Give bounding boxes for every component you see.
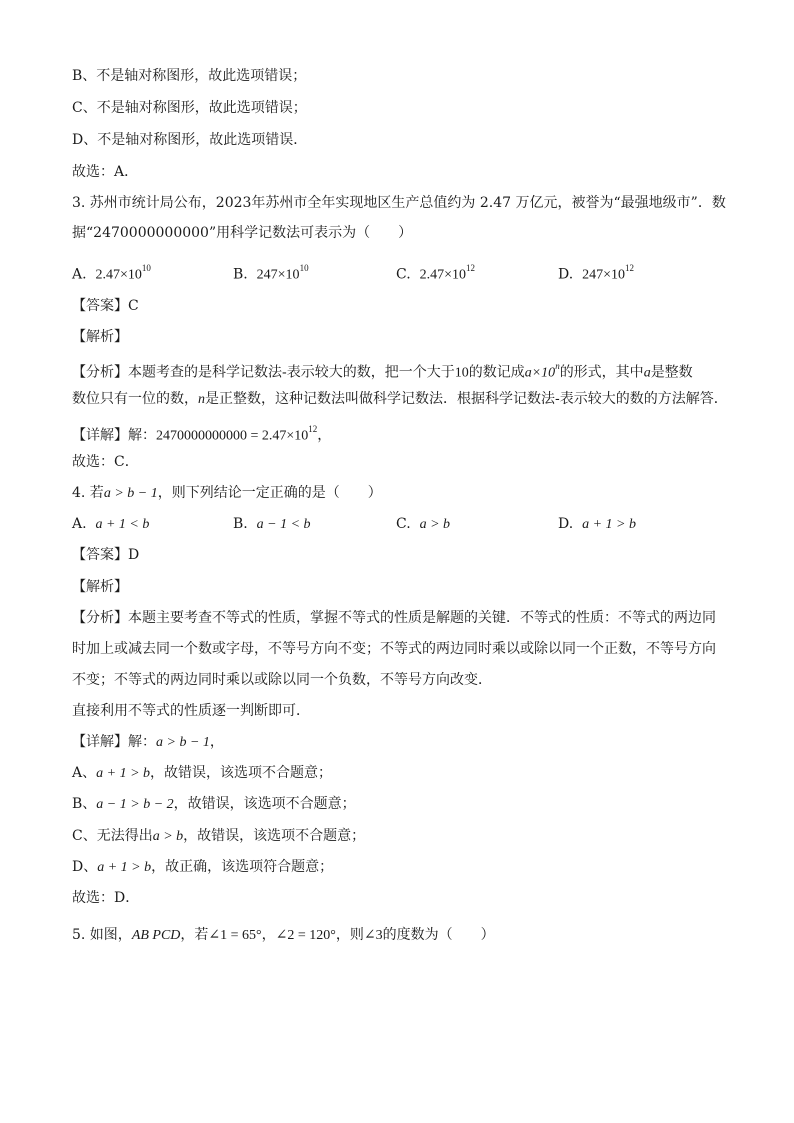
q3-answer: 【答案】C <box>72 298 139 314</box>
question-3-stem-line1: 3. 苏州市统计局公布，2023年苏州市全年实现地区生产总值约为 2.47 万亿元，被誉为“最强地级市”．数 <box>72 195 726 211</box>
q4-analysis-line1: 【分析】本题主要考查不等式的性质，掌握不等式的性质是解题的关键．不等式的性质：不等式的两边同 <box>72 610 716 626</box>
q4-item-c-math: a > b <box>152 829 184 844</box>
q3-detail-label: 【详解】解： <box>72 427 156 444</box>
q4-detail-label: 【详解】解： <box>72 734 156 750</box>
q4-item-a-suffix: ，故错误，该选项不合题意； <box>150 765 333 781</box>
q4-analysis-line3: 不变；不等式的两边同时乘以或除以同一个负数，不等号方向改变． <box>72 672 492 688</box>
q3-option-a-label: A. <box>72 266 87 283</box>
q4-option-a-text: a + 1 < b <box>95 517 150 532</box>
q5-stem-math3: ∠2 = 120° <box>275 928 336 943</box>
q4-option-b-text: a − 1 < b <box>256 517 311 532</box>
q4-option-c-label: C. <box>396 516 411 532</box>
q4-item-d-math: a + 1 > b <box>97 860 152 875</box>
q4-option-d-label: D. <box>558 516 574 532</box>
q5-stem-math1: AB PCD <box>131 928 181 943</box>
q5-stem-math2: ∠1 = 65° <box>208 928 262 943</box>
q4-choose: 故选：D． <box>72 890 140 906</box>
q4-option-c-text: a > b <box>419 517 451 532</box>
q3-option-d-exponent: 12 <box>625 263 634 273</box>
q3-option-a-exponent: 10 <box>141 263 151 273</box>
q5-stem-c: ， <box>261 927 276 943</box>
q3-option-c-exponent: 12 <box>465 263 475 273</box>
q3-option-b <box>233 260 309 286</box>
q4-option-b <box>233 514 311 535</box>
q4-item-a-prefix: A、 <box>72 765 97 781</box>
q4-item-b <box>72 794 356 814</box>
q3-detail <box>72 421 332 444</box>
q4-item-b-suffix: ，故错误，该选项不合题意； <box>173 796 356 812</box>
q3-analysis2-text-a: 数位只有一位的数， <box>72 391 198 407</box>
q4-item-c-suffix: ，故错误，该选项不合题意； <box>183 828 366 844</box>
q4-jiexi-heading: 【解析】 <box>72 579 128 595</box>
q4-detail-math: a > b − 1 <box>156 735 210 750</box>
q4-detail <box>72 732 224 752</box>
q3-analysis-line1 <box>72 358 693 381</box>
q5-stem-a: 5. 如图， <box>72 927 132 943</box>
q4-analysis-line4: 直接利用不等式的性质逐一判断即可． <box>72 703 310 719</box>
option-b-explanation: B、不是轴对称图形，故此选项错误； <box>72 68 307 84</box>
q4-detail-end: ， <box>209 734 224 750</box>
question-4-stem <box>72 483 382 503</box>
q4-option-d-text: a + 1 > b <box>582 517 636 532</box>
q3-analysis-text-b: 的数记成 <box>468 364 525 381</box>
q3-option-b-label: B. <box>233 266 248 283</box>
q4-item-b-prefix: B、 <box>72 796 97 812</box>
q3-analysis-var-a: a <box>643 365 651 381</box>
q4-option-a <box>72 514 149 535</box>
q4-stem-a: 4. 若 <box>72 485 104 501</box>
q4-option-d <box>558 514 636 535</box>
q3-jiexi-heading: 【解析】 <box>72 329 128 345</box>
q4-item-d-prefix: D、 <box>72 859 98 875</box>
q4-analysis-line2: 时加上或减去同一个数或字母，不等号方向不变；不等式的两边同时乘以或除以同一个正数，不等号方向 <box>72 641 716 657</box>
q3-analysis2-var-n: n <box>198 392 205 407</box>
q3-option-a-mantissa: 2.47×10 <box>95 267 142 283</box>
q3-analysis2-text-b: 是正整数，这种记数法叫做科学记数法．根据科学记数法-表示较大的数的方法解答． <box>205 391 728 407</box>
q4-item-d <box>72 857 333 877</box>
q3-option-b-mantissa: 247×10 <box>256 267 300 283</box>
q4-item-c-prefix: C、无法得出 <box>72 828 153 844</box>
q3-option-d-mantissa: 247×10 <box>582 267 625 283</box>
q5-stem-math4: ∠3 <box>363 928 383 943</box>
q4-item-b-math: a − 1 > b − 2 <box>96 797 174 812</box>
q4-option-c <box>396 514 450 535</box>
q3-option-c-label: C. <box>396 266 411 283</box>
q3-analysis-number: 10 <box>454 365 469 381</box>
q3-detail-end: ， <box>317 427 332 444</box>
q3-analysis-line2 <box>72 389 728 409</box>
q3-option-c-mantissa: 2.47×10 <box>419 267 466 283</box>
q4-option-b-label: B. <box>233 516 248 532</box>
option-c-explanation: C、不是轴对称图形，故此选项错误； <box>72 100 307 116</box>
q5-stem-b: ，若 <box>180 927 209 943</box>
q4-option-a-label: A. <box>72 516 87 532</box>
q3-analysis-text-c: 的形式，其中 <box>559 364 644 381</box>
q3-option-d <box>558 260 634 286</box>
q3-option-b-exponent: 10 <box>299 263 309 273</box>
q4-stem-math: a > b − 1 <box>103 486 158 501</box>
q4-item-a-math: a + 1 > b <box>96 766 151 781</box>
q3-analysis-math: a×10 <box>524 365 556 381</box>
q3-option-c <box>396 260 475 286</box>
q3-analysis-exponent: n <box>555 361 560 371</box>
question-5-stem <box>72 925 495 945</box>
q3-option-a <box>72 260 151 286</box>
q3-analysis-text-a: 【分析】本题考查的是科学记数法-表示较大的数，把一个大于 <box>72 364 455 381</box>
q3-detail-exponent: 12 <box>308 424 318 434</box>
choose-answer-q2: 故选：A． <box>72 164 139 180</box>
q4-item-d-suffix: ，故正确，该选项符合题意； <box>151 859 334 875</box>
q3-option-d-label: D. <box>558 266 574 283</box>
q4-stem-b: ，则下列结论一定正确的是（ ） <box>157 485 382 501</box>
q3-analysis-text-e: 是整数 <box>650 364 693 381</box>
question-3-stem-line2: 据“2470000000000”用科学记数法可表示为（ ） <box>72 225 413 241</box>
q4-item-a <box>72 763 332 783</box>
q3-choose: 故选：C． <box>72 454 139 470</box>
q5-stem-e: 的度数为（ ） <box>382 927 495 943</box>
q5-stem-d: ，则 <box>335 927 364 943</box>
q4-item-c <box>72 826 365 846</box>
q3-detail-math: 2470000000000 = 2.47×10 <box>156 428 309 444</box>
option-d-explanation: D、不是轴对称图形，故此选项错误． <box>72 132 308 148</box>
q4-answer: 【答案】D <box>72 547 140 563</box>
